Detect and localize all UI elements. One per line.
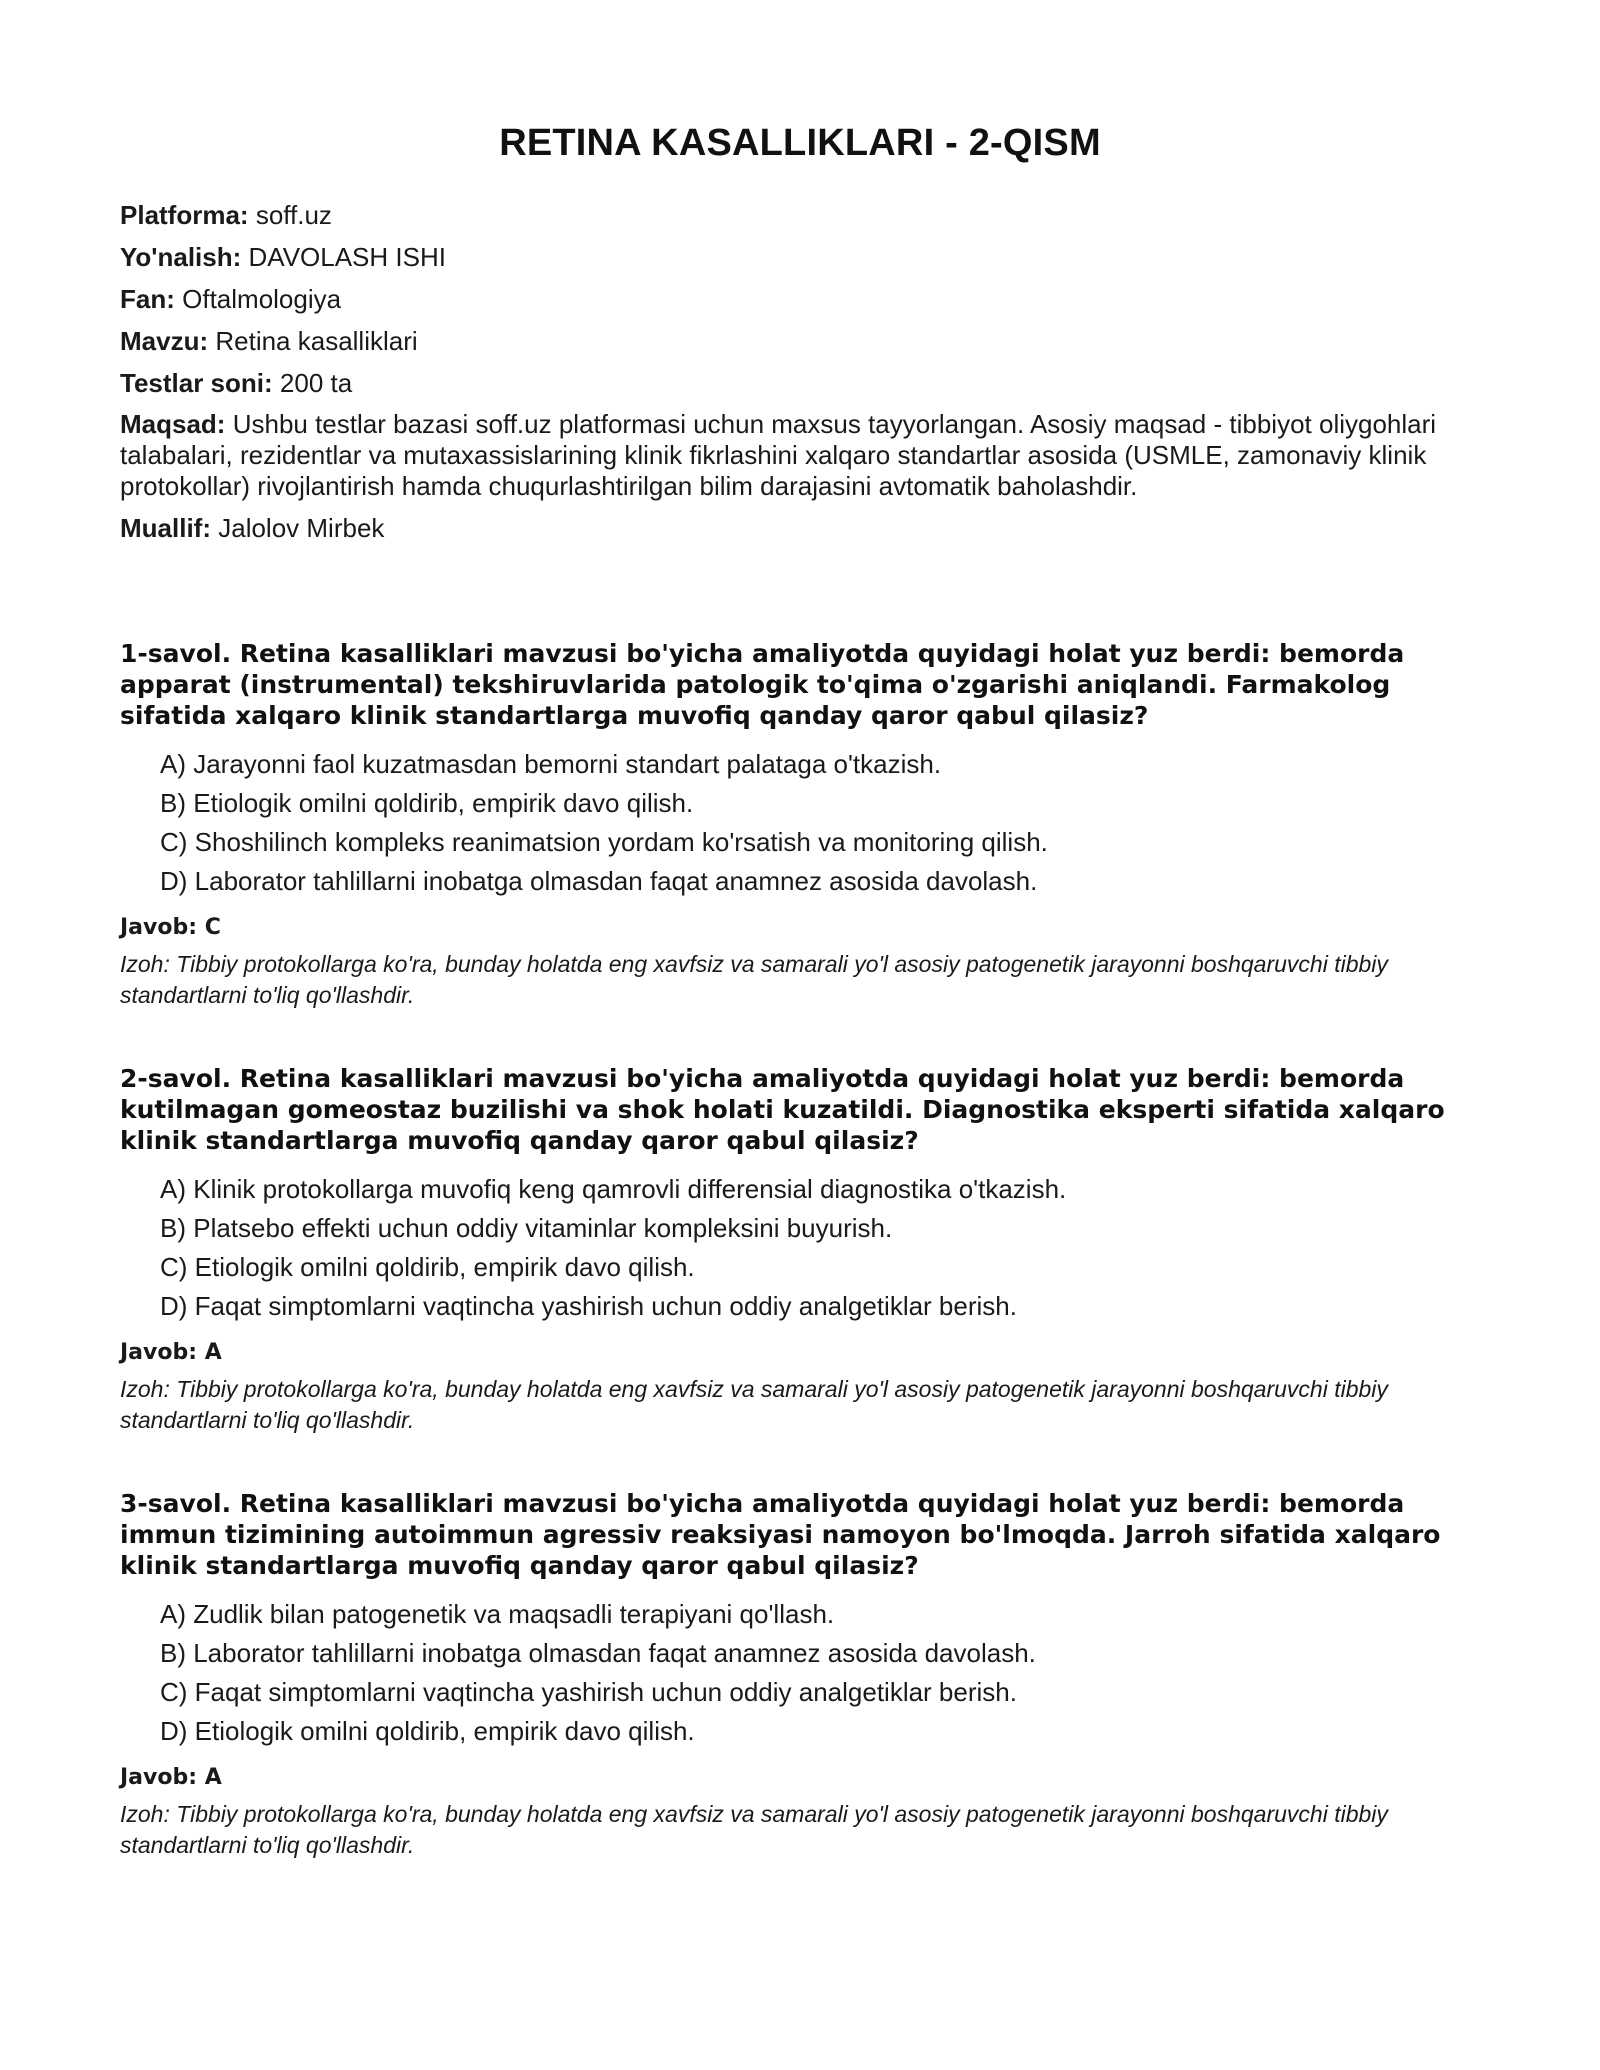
- meta-author-label: Muallif:: [120, 513, 211, 543]
- meta-purpose-label: Maqsad:: [120, 409, 226, 439]
- meta-subject-value: Oftalmologiya: [182, 284, 342, 314]
- meta-direction: [120, 241, 1480, 273]
- answer-options: [120, 745, 1480, 901]
- meta-direction-label: Yo'nalish:: [120, 242, 242, 272]
- option-c: C) Shoshilinch kompleks reanimatsion yordam ko'rsatish va monitoring qilish.: [160, 827, 1048, 857]
- option-a: A) Klinik protokollarga muvofiq keng qamrovli differensial diagnostika o'tkazish.: [160, 1174, 1067, 1204]
- meta-platform-label: Platforma:: [120, 200, 249, 230]
- correct-answer: Javob: A: [120, 1340, 222, 1365]
- option-a: A) Jarayonni faol kuzatmasdan bemorni standart palataga o'tkazish.: [160, 749, 942, 779]
- option-b: B) Laborator tahlillarni inobatga olmasdan faqat anamnez asosida davolash.: [160, 1638, 1036, 1668]
- answer-options: [120, 1170, 1480, 1326]
- meta-direction-value: DAVOLASH ISHI: [248, 242, 446, 272]
- question-3: [120, 1488, 1480, 1861]
- meta-subject-label: Fan:: [120, 284, 175, 314]
- answer-explanation: Izoh: Tibbiy protokollarga ko'ra, bunday holatda eng xavfsiz va samarali yo'l asosiy patogenetik jarayonni boshqaruvchi tibbiy standartlarni to'liq qo'llashdir.: [120, 1801, 1388, 1858]
- meta-author-value: Jalolov Mirbek: [218, 513, 385, 543]
- question-text: 1-savol. Retina kasalliklari mavzusi bo'yicha amaliyotda quyidagi holat yuz berdi: bemorda apparat (instrumental) tekshiruvlarida patologik to'qima o'zgarishi aniqlandi. Farmakolog sifatida xalqaro klinik standartlarga muvofiq qanday qaror qabul qilasiz?: [120, 639, 1405, 730]
- question-list: [120, 638, 1480, 1861]
- correct-answer: Javob: C: [120, 915, 221, 940]
- meta-test-count: [120, 367, 1480, 399]
- document-meta: [120, 199, 1480, 544]
- correct-answer: Javob: A: [120, 1765, 222, 1790]
- meta-author: [120, 512, 1480, 544]
- meta-test-count-value: 200 ta: [279, 368, 353, 398]
- answer-explanation: Izoh: Tibbiy protokollarga ko'ra, bunday holatda eng xavfsiz va samarali yo'l asosiy patogenetik jarayonni boshqaruvchi tibbiy standartlarni to'liq qo'llashdir.: [120, 1376, 1388, 1433]
- option-c: C) Faqat simptomlarni vaqtincha yashirish uchun oddiy analgetiklar berish.: [160, 1677, 1017, 1707]
- meta-purpose: [120, 409, 1480, 502]
- option-b: B) Platsebo effekti uchun oddiy vitaminlar kompleksini buyurish.: [160, 1213, 893, 1243]
- question-1: [120, 638, 1480, 1011]
- option-c: C) Etiologik omilni qoldirib, empirik davo qilish.: [160, 1252, 695, 1282]
- meta-topic-label: Mavzu:: [120, 326, 209, 356]
- option-a: A) Zudlik bilan patogenetik va maqsadli terapiyani qo'llash.: [160, 1599, 835, 1629]
- option-d: D) Laborator tahlillarni inobatga olmasdan faqat anamnez asosida davolash.: [160, 866, 1038, 896]
- meta-subject: [120, 283, 1480, 315]
- answer-options: [120, 1595, 1480, 1751]
- option-d: D) Faqat simptomlarni vaqtincha yashirish uchun oddiy analgetiklar berish.: [160, 1291, 1017, 1321]
- question-2: [120, 1063, 1480, 1436]
- answer-explanation: Izoh: Tibbiy protokollarga ko'ra, bunday holatda eng xavfsiz va samarali yo'l asosiy patogenetik jarayonni boshqaruvchi tibbiy standartlarni to'liq qo'llashdir.: [120, 951, 1388, 1008]
- meta-topic: [120, 325, 1480, 357]
- meta-platform: [120, 199, 1480, 231]
- question-text: 2-savol. Retina kasalliklari mavzusi bo'yicha amaliyotda quyidagi holat yuz berdi: bemorda kutilmagan gomeostaz buzilishi va shok holati kuzatildi. Diagnostika eksperti sifatida xalqaro klinik standartlarga muvofiq qanday qaror qabul qilasiz?: [120, 1064, 1445, 1155]
- option-d: D) Etiologik omilni qoldirib, empirik davo qilish.: [160, 1716, 695, 1746]
- meta-purpose-value: Ushbu testlar bazasi soff.uz platformasi uchun maxsus tayyorlangan. Asosiy maqsad - tibbiyot oliygohlari talabalari, rezidentlar va mutaxassislarining klinik fikrlashini xalqaro standartlar asosida (USMLE, zamonaviy klinik protokollar) rivojlantirish hamda chuqurlashtirilgan bilim darajasini avtomatik baholashdir.: [120, 409, 1437, 501]
- meta-topic-value: Retina kasalliklari: [215, 326, 418, 356]
- meta-test-count-label: Testlar soni:: [120, 368, 273, 398]
- option-b: B) Etiologik omilni qoldirib, empirik davo qilish.: [160, 788, 694, 818]
- meta-platform-value: soff.uz: [255, 200, 332, 230]
- question-text: 3-savol. Retina kasalliklari mavzusi bo'yicha amaliyotda quyidagi holat yuz berdi: bemorda immun tizimining autoimmun agressiv reaksiyasi namoyon bo'lmoqda. Jarroh sifatida xalqaro klinik standartlarga muvofiq qanday qaror qabul qilasiz?: [120, 1489, 1441, 1580]
- document-title: RETINA KASALLIKLARI - 2-QISM: [499, 122, 1101, 164]
